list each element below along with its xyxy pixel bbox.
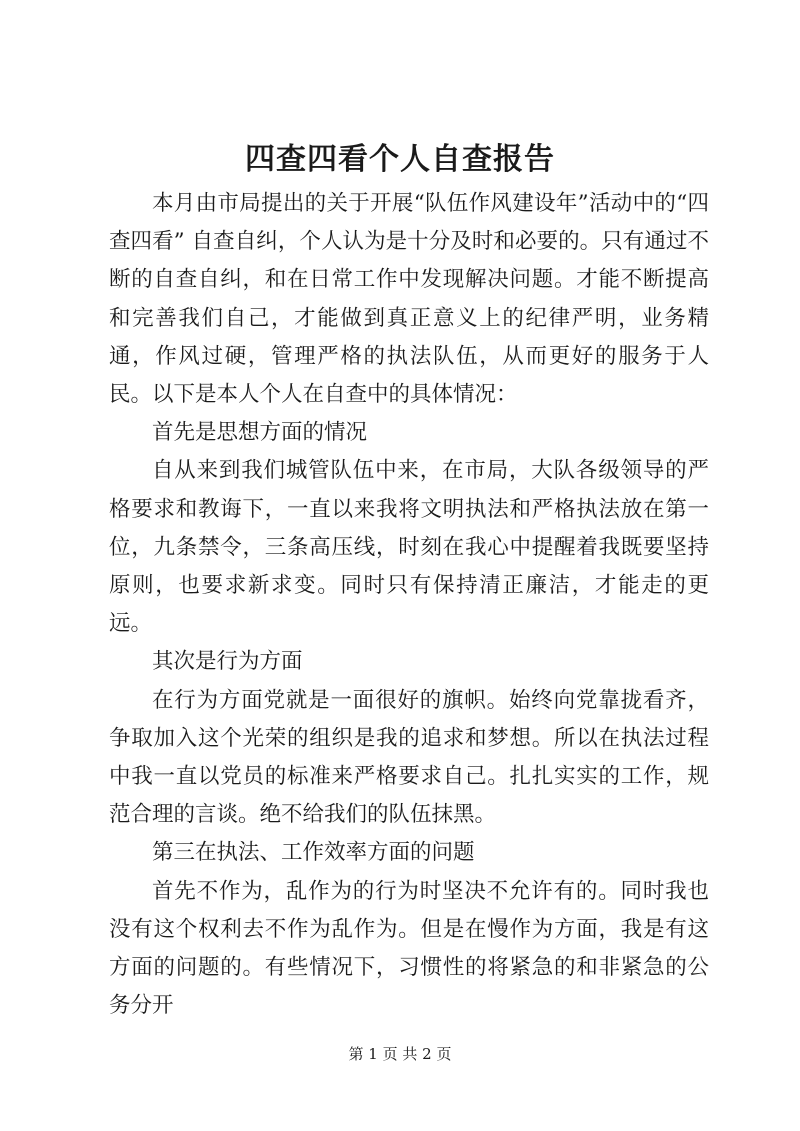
page-number-footer: 第 1 页 共 2 页 bbox=[348, 1045, 452, 1063]
section-heading-behavior: 其次是行为方面 bbox=[152, 649, 303, 675]
paragraph-behavior: 在行为方面党就是一面很好的旗帜。始终向党靠拢看齐，争取加入这个光荣的组织是我的追求和梦想。所以在执法过程中我一直以党员的标准来严格要求自己。扎扎实实的工作，规范合理的言谈。绝不给我们的队伍抹黑。 bbox=[109, 687, 709, 828]
section-heading-efficiency: 第三在执法、工作效率方面的问题 bbox=[152, 840, 475, 866]
paragraph-intro: 本月由市局提出的关于开展“队伍作风建设年”活动中的“四查四看” 自查自纠，个人认为是十分及时和必要的。只有通过不断的自查自纠，和在日常工作中发现解决问题。才能不断提高和完善我们自己，才能做到真正意义上的纪律严明，业务精通，作风过硬，管理严格的执法队伍，从而更好的服务于人民。以下是本人个人在自查中的具体情况： bbox=[109, 191, 709, 408]
document-body bbox=[109, 185, 709, 1025]
document-title: 四查四看个人自查报告 bbox=[245, 142, 555, 177]
section-heading-thought: 首先是思想方面的情况 bbox=[152, 420, 368, 446]
paragraph-efficiency: 首先不作为，乱作为的行为时坚决不允许有的。同时我也没有这个权利去不作为乱作为。但是在慢作为方面，我是有这方面的问题的。有些情况下，习惯性的将紧急的和非紧急的公务分开 bbox=[109, 878, 709, 1019]
paragraph-thought: 自从来到我们城管队伍中来，在市局，大队各级领导的严格要求和教诲下，一直以来我将文明执法和严格执法放在第一位，九条禁令，三条高压线，时刻在我心中提醒着我既要坚持原则，也要求新求变。同时只有保持清正廉洁，才能走的更远。 bbox=[109, 458, 709, 637]
